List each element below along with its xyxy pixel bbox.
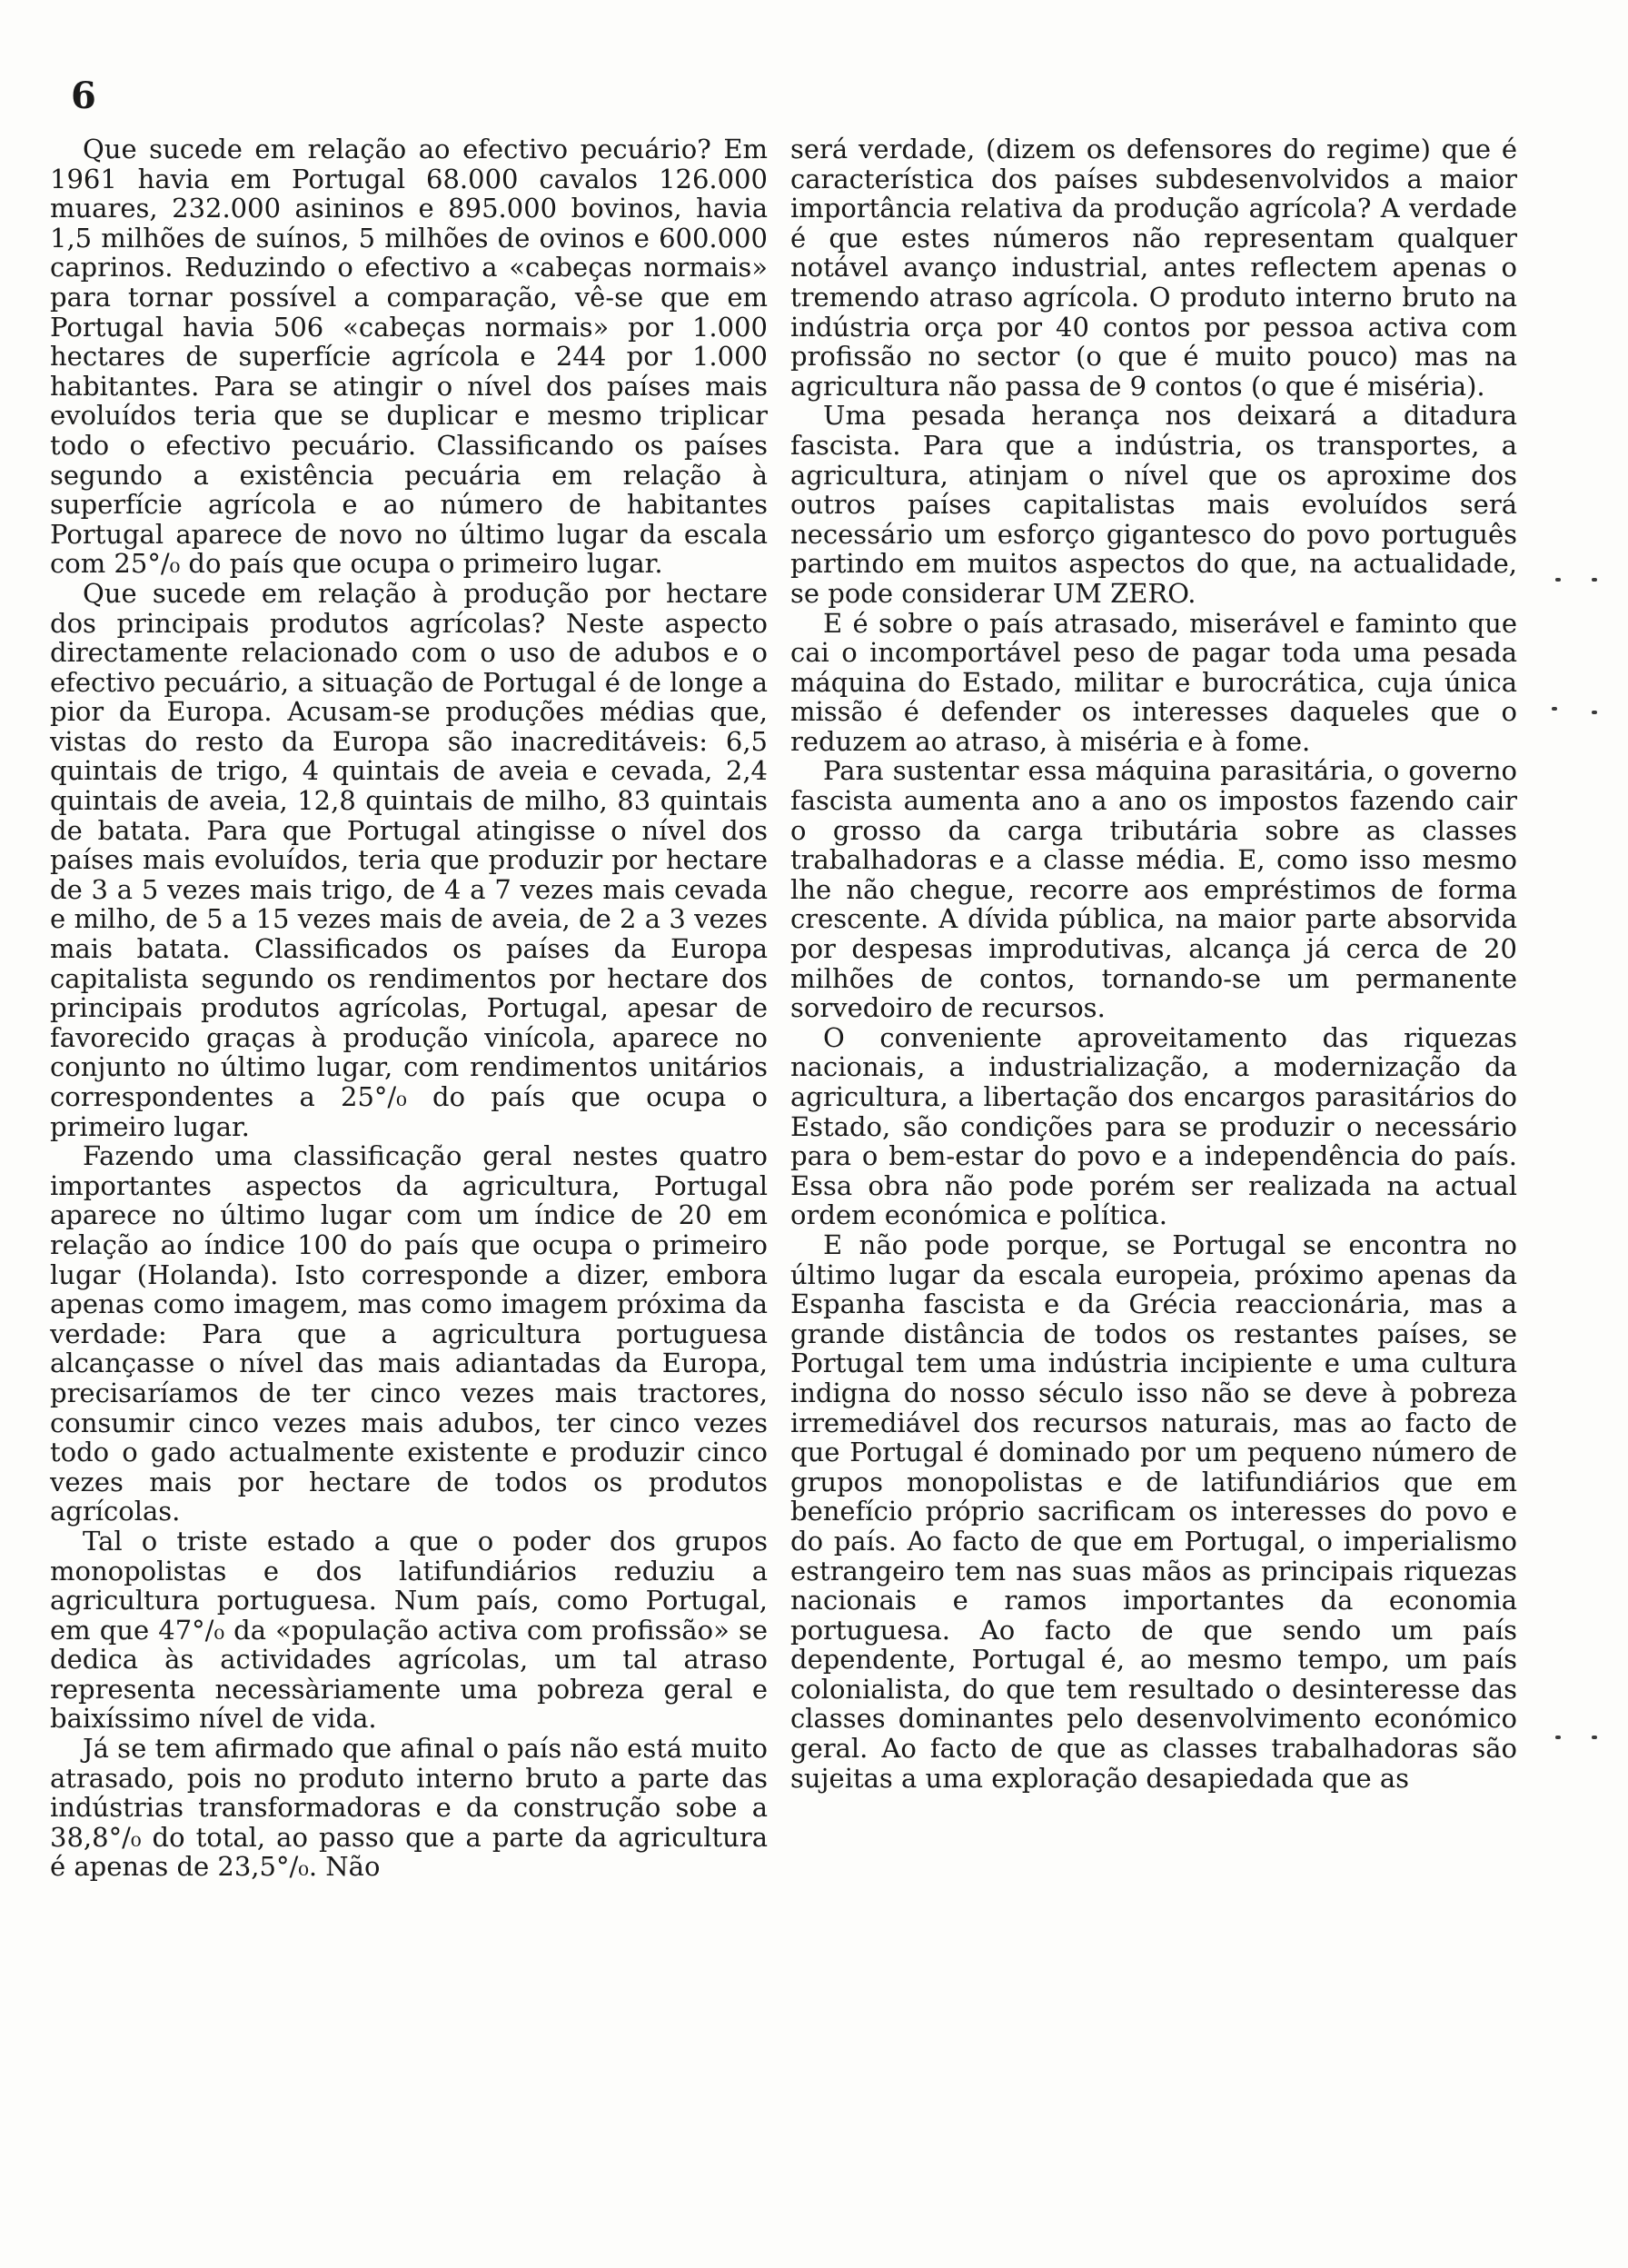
right-column [790,134,1517,1793]
paragraph: Tal o triste estado a que o poder dos grupos monopolistas e dos latifundiários reduziu a agricultura portuguesa. Num país, como Portugal, em que 47°/₀ da «população activa com profissão» se dedica às actividades agrícolas, um tal atraso representa necessàriamente uma pobreza geral e baixíssimo nível de vida. [50,1525,768,1735]
left-column [50,134,768,1882]
print-speck [1592,711,1597,714]
print-speck [1552,707,1557,711]
paragraph: E não pode porque, se Portugal se encontra no último lugar da escala europeia, próximo apenas da Espanha fascista e da Grécia reaccionária, mas a grande distância de todos os restantes países, se Portugal tem uma indústria incipiente e uma cultura indigna do nosso século isso não se deve à pobreza irremediável dos recursos naturais, mas ao facto de que Portugal é dominado por um pequeno número de grupos monopolistas e de latifundiários que em benefício próprio sacrificam os interesses do povo e do país. Ao facto de que em Portugal, o imperialismo estrangeiro tem nas suas mãos as principais riquezas nacionais e ramos importantes da economia portuguesa. Ao facto de que sendo um país dependente, Portugal é, ao mesmo tempo, um país colonialista, do que tem resultado o desinteresse das classes dominantes pelo desenvolvimento económico geral. Ao facto de que as classes trabalhadoras são sujeitas a uma exploração desapiedada que as [790,1228,1517,1794]
print-speck [1555,578,1561,582]
paragraph: Para sustentar essa máquina parasitária, o governo fascista aumenta ano a ano os impostos fazendo cair o grosso da carga tributária sobre as classes trabalhadoras e a classe média. E, como isso mesmo lhe não chegue, recorre aos empréstimos de forma crescente. A dívida pública, na maior parte absorvida por despesas improdutivas, alcança já cerca de 20 milhões de contos, tornando-se um permanente sorvedoiro de recursos. [790,755,1517,1024]
paragraph: Já se tem afirmado que afinal o país não está muito atrasado, pois no produto interno bruto a parte das indústrias transformadoras e da construção sobe a 38,8°/₀ do total, ao passo que a parte da agricultura é apenas de 23,5°/₀. Não [50,1733,768,1883]
paragraph: O conveniente aproveitamento das riquezas nacionais, a industrialização, a modernização da agricultura, a libertação dos encargos parasitários do Estado, são condições para se produzir o necessário para o bem-estar do povo e a independência do país. Essa obra não pode porém ser realizada na actual ordem económica e política. [790,1021,1517,1231]
paragraph: Uma pesada herança nos deixará a ditadura fascista. Para que a indústria, os transportes, a agricultura, atinjam o nível que os aproxime dos outros países capitalistas mais evoluídos será necessário um esforço gigantesco do povo português partindo em muitos aspectos do que, na actualidade, se pode considerar UM ZERO. [790,400,1517,609]
print-speck [1592,1736,1597,1739]
print-speck [1555,1736,1561,1739]
page-number: 6 [71,75,96,117]
paragraph: Que sucede em relação à produção por hectare dos principais produtos agrícolas? Neste aspecto directamente relacionado com o uso de adubos e o efectivo pecuário, a situação de Portugal é de longe a pior da Europa. Acusam-se produções médias que, vistas do resto da Europa são inacreditáveis: 6,5 quintais de trigo, 4 quintais de aveia e cevada, 2,4 quintais de aveia, 12,8 quintais de milho, 83 quintais de batata. Para que Portugal atingisse o nível dos países mais evoluídos, teria que produzir por hectare de 3 a 5 vezes mais trigo, de 4 a 7 vezes mais cevada e milho, de 5 a 15 vezes mais de aveia, de 2 a 3 vezes mais batata. Classificados os países da Europa capitalista segundo os rendimentos por hectare dos principais produtos agrícolas, Portugal, apesar de favorecido graças à produção vinícola, aparece no conjunto no último lugar, com rendimentos unitários correspondentes a 25°/₀ do país que ocupa o primeiro lugar. [50,577,768,1142]
paragraph-continued: será verdade, (dizem os defensores do regime) que é característica dos países subdesenvolvidos a maior importância relativa da produção agrícola? A verdade é que estes números não representam qualquer notável avanço industrial, antes reflectem apenas o tremendo atraso agrícola. O produto interno bruto na indústria orça por 40 contos por pessoa activa com profissão no sector (o que é muito pouco) mas na agricultura não passa de 9 contos (o que é miséria). [790,134,1517,402]
paragraph: Que sucede em relação ao efectivo pecuário? Em 1961 havia em Portugal 68.000 cavalos 126.000 muares, 232.000 asininos e 895.000 bovinos, havia 1,5 milhões de suínos, 5 milhões de ovinos e 600.000 caprinos. Reduzindo o efectivo a «cabeças normais» para tornar possível a comparação, vê-se que em Portugal havia 506 «cabeças normais» por 1.000 hectares de superfície agrícola e 244 por 1.000 habitantes. Para se atingir o nível dos países mais evoluídos teria que se duplicar e mesmo triplicar todo o efectivo pecuário. Classificando os países segundo a existência pecuária em relação à superfície agrícola e ao número de habitantes Portugal aparece de novo no último lugar da escala com 25°/₀ do país que ocupa o primeiro lugar. [50,134,768,580]
print-speck [1592,578,1597,582]
paragraph: E é sobre o país atrasado, miserável e faminto que cai o incomportável peso de pagar toda uma pesada máquina do Estado, militar e burocrática, cuja única missão é defender os interesses daqueles que o reduzem ao atraso, à miséria e à fome. [790,607,1517,757]
paragraph: Fazendo uma classificação geral nestes quatro importantes aspectos da agricultura, Portugal aparece no último lugar com um índice de 20 em relação ao índice 100 do país que ocupa o primeiro lugar (Holanda). Isto corresponde a dizer, embora apenas como imagem, mas como imagem próxima da verdade: Para que a agricultura portuguesa alcançasse o nível das mais adiantadas da Europa, precisaríamos de ter cinco vezes mais tractores, consumir cinco vezes mais adubos, ter cinco vezes todo o gado actualmente existente e produzir cinco vezes mais por hectare de todos os produtos agrícolas. [50,1140,768,1527]
